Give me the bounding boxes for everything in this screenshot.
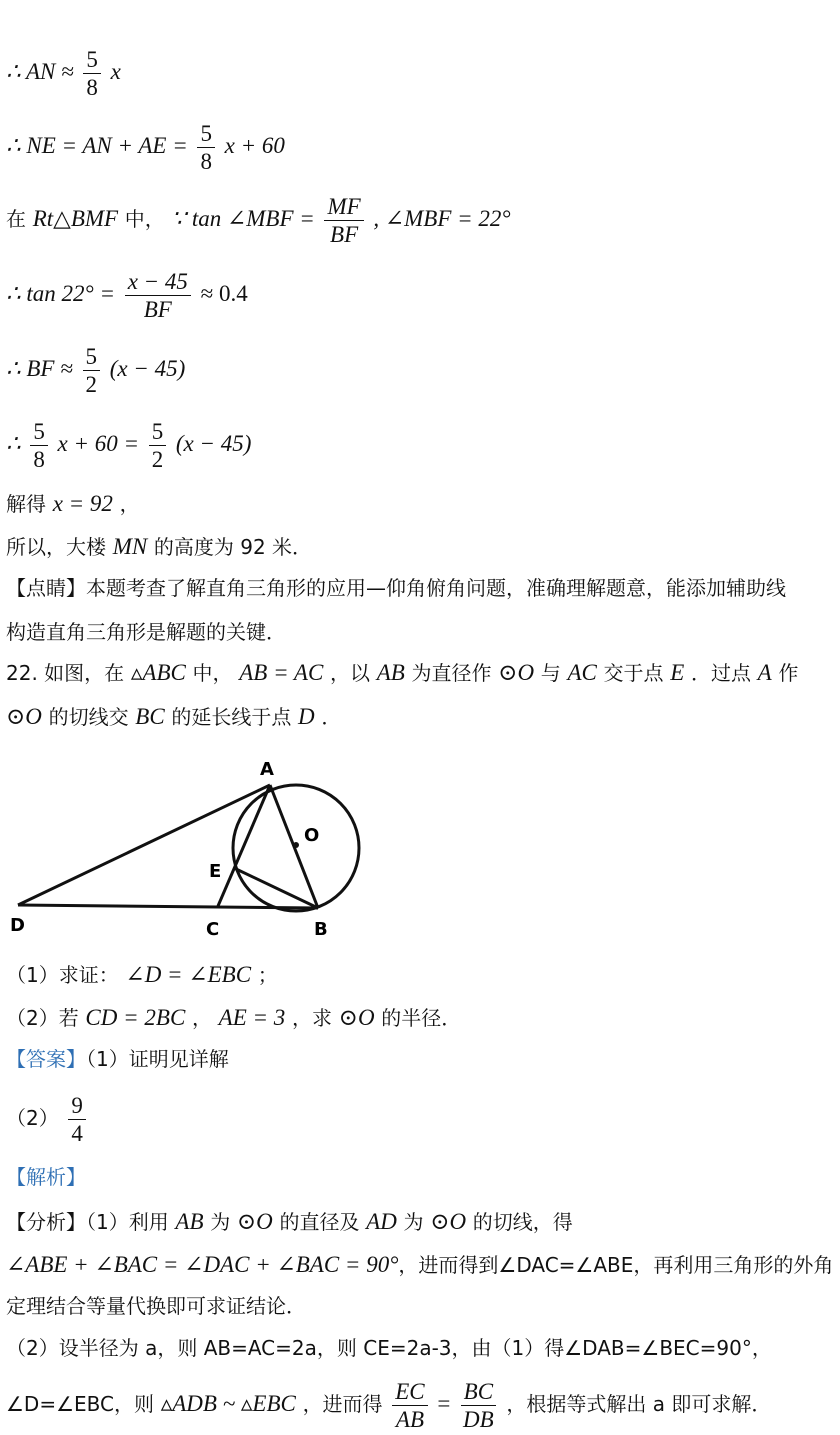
line-ac <box>218 785 270 906</box>
math: AB <box>376 660 405 685</box>
analysis-line-5 <box>6 1380 771 1431</box>
problem-22-line-2 <box>6 705 341 728</box>
analysis-line-2 <box>6 1253 833 1276</box>
text: 为 <box>210 1210 231 1234</box>
eq-bf <box>6 345 185 396</box>
denominator: BF <box>143 297 172 322</box>
text: 为直径作 <box>411 661 492 685</box>
numerator: 5 <box>30 420 48 446</box>
math: ⊙O <box>236 1209 273 1234</box>
text: 【分析】 <box>6 1210 86 1234</box>
comment-line-2: 构造直角三角形是解题的关键． <box>6 620 286 644</box>
text: 作 <box>778 661 799 685</box>
text: ，以 <box>330 661 370 685</box>
denominator: DB <box>463 1407 494 1432</box>
text: 所以，大楼 <box>6 535 106 559</box>
math: ∴ BF ≈ <box>6 356 73 381</box>
label-o: O <box>304 825 320 846</box>
text: ； <box>257 963 278 987</box>
text: 的切线，得 <box>472 1210 573 1234</box>
numerator: x − 45 <box>125 270 191 296</box>
problem-22-line-1 <box>6 661 798 684</box>
text: 中， <box>124 207 165 231</box>
math: MN <box>112 534 148 559</box>
text: 与 <box>540 661 561 685</box>
numerator: 5 <box>83 345 101 371</box>
label-e: E <box>209 861 222 882</box>
math: A <box>757 660 772 685</box>
geometry-figure <box>0 745 380 945</box>
numerator: 5 <box>197 122 215 148</box>
math: AC <box>567 660 597 685</box>
math: (x − 45) <box>109 356 186 381</box>
question-2 <box>6 1006 461 1029</box>
numerator: 5 <box>149 420 167 446</box>
answer-tag: 【答案】 <box>6 1047 86 1071</box>
numerator: EC <box>392 1380 427 1406</box>
text: 的直径及 <box>279 1210 360 1234</box>
math: ▵ADB ~ ▵EBC <box>160 1391 296 1416</box>
text: 的切线交 <box>48 705 129 729</box>
eq-an-lhs: ∴ AN ≈ <box>6 59 74 84</box>
analysis-line-1 <box>6 1210 573 1233</box>
denominator: 8 <box>86 75 98 100</box>
text: 解得 <box>6 492 46 516</box>
comment-line-1: 【点睛】本题考查了解直角三角形的应用—仰角俯角问题，准确理解题意，能添加辅助线 <box>6 576 786 600</box>
fraction <box>197 122 215 173</box>
text: （2）若 <box>6 1006 79 1030</box>
math: AB <box>175 1209 204 1234</box>
math: AB = AC <box>239 660 324 685</box>
analysis-tag: 【解析】 <box>6 1165 86 1189</box>
text: 22. 如图，在 <box>6 661 125 685</box>
math: (x − 45) <box>175 431 252 456</box>
text: 中， <box>192 661 233 685</box>
math: Rt△BMF <box>32 206 119 231</box>
math: ∠ABE + ∠BAC = ∠DAC + ∠BAC = 90° <box>6 1252 399 1277</box>
eq-tan22 <box>6 270 248 321</box>
text: ，进而得 <box>302 1392 383 1416</box>
solve-x <box>6 492 140 515</box>
math: x + 60 = <box>57 431 140 456</box>
text: （1）利用 <box>86 1210 169 1234</box>
fraction <box>83 345 101 396</box>
math: AE = 3 <box>218 1005 286 1030</box>
text: ，根据等式解出 a 即可求解． <box>506 1392 772 1416</box>
text: ，求 <box>291 1006 332 1030</box>
text: 在 <box>6 207 26 231</box>
label-a: A <box>260 759 274 780</box>
fraction <box>460 1380 497 1431</box>
eq-an-rhs: x <box>110 59 121 84</box>
label-c: C <box>206 919 220 940</box>
conclusion <box>6 535 312 558</box>
math: ⊙O <box>6 704 42 729</box>
fraction <box>392 1380 427 1431</box>
math: CD = 2BC <box>85 1005 186 1030</box>
denominator: 2 <box>85 372 98 397</box>
math: E <box>670 660 685 685</box>
fraction <box>83 48 101 99</box>
text: 为 <box>403 1210 424 1234</box>
numerator: 9 <box>68 1094 86 1120</box>
math: ∴ <box>6 431 21 456</box>
text: （2） <box>6 1106 59 1130</box>
numerator: BC <box>461 1380 496 1406</box>
math: ⊙O <box>338 1005 375 1030</box>
math: ∠D = ∠EBC <box>125 962 252 987</box>
eq-ne-rhs: x + 60 <box>224 133 285 158</box>
math: D <box>298 704 315 729</box>
math: = <box>437 1391 451 1416</box>
text: ， <box>119 492 140 516</box>
text: 的延长线于点 <box>171 705 292 729</box>
eq-ne <box>6 122 285 173</box>
math: ∴ tan 22° = <box>6 281 115 306</box>
fraction <box>149 420 167 471</box>
math: x = 92 <box>52 491 113 516</box>
eq-an <box>6 48 121 99</box>
text: ，进而得到∠DAC=∠ABE，再利用三角形的外角 <box>398 1253 834 1277</box>
text: （1）证明见详解 <box>86 1047 229 1071</box>
math: ≈ 0.4 <box>200 281 248 306</box>
text: （1）求证： <box>6 963 119 987</box>
denominator: 4 <box>71 1121 83 1146</box>
answer-1 <box>6 1049 229 1070</box>
eq-combined <box>6 420 251 471</box>
math: AD <box>366 1209 397 1234</box>
denominator: AB <box>395 1407 424 1432</box>
label-b: B <box>314 919 328 940</box>
question-1 <box>6 963 278 986</box>
text: 的半径． <box>381 1006 462 1030</box>
center-point <box>293 842 299 848</box>
fraction <box>125 270 191 321</box>
math: ⊙O <box>498 660 535 685</box>
analysis-line-4: （2）设半径为 a，则 AB=AC=2a，则 CE=2a-3，由（1）得∠DAB=∠BEC=90°， <box>6 1336 772 1360</box>
denominator: 2 <box>151 447 164 472</box>
denominator: 8 <box>200 149 212 174</box>
fraction <box>30 420 48 471</box>
eq-tan-mbf <box>6 195 511 246</box>
numerator: MF <box>324 195 363 221</box>
fraction <box>324 195 363 246</box>
eq-ne-lhs: ∴ NE = AN + AE = <box>6 133 188 158</box>
text: 的高度为 92 米． <box>153 535 313 559</box>
fraction <box>68 1094 86 1145</box>
denominator: 8 <box>33 447 45 472</box>
math: ∵ tan ∠MBF = <box>171 206 315 231</box>
answer-2 <box>6 1094 89 1145</box>
text: ．过点 <box>690 661 751 685</box>
text: ∠D=∠EBC，则 <box>6 1392 154 1416</box>
math: ⊙O <box>430 1209 467 1234</box>
denominator: BF <box>330 222 359 247</box>
label-d: D <box>10 915 25 936</box>
math: , ∠MBF = 22° <box>373 206 511 231</box>
text: ， <box>191 1006 212 1030</box>
analysis-line-3: 定理结合等量代换即可求证结论． <box>6 1294 306 1318</box>
text: 交于点 <box>603 661 664 685</box>
math: ▵ABC <box>130 660 186 685</box>
numerator: 5 <box>83 48 101 74</box>
math: BC <box>135 704 165 729</box>
text: ． <box>321 705 342 729</box>
